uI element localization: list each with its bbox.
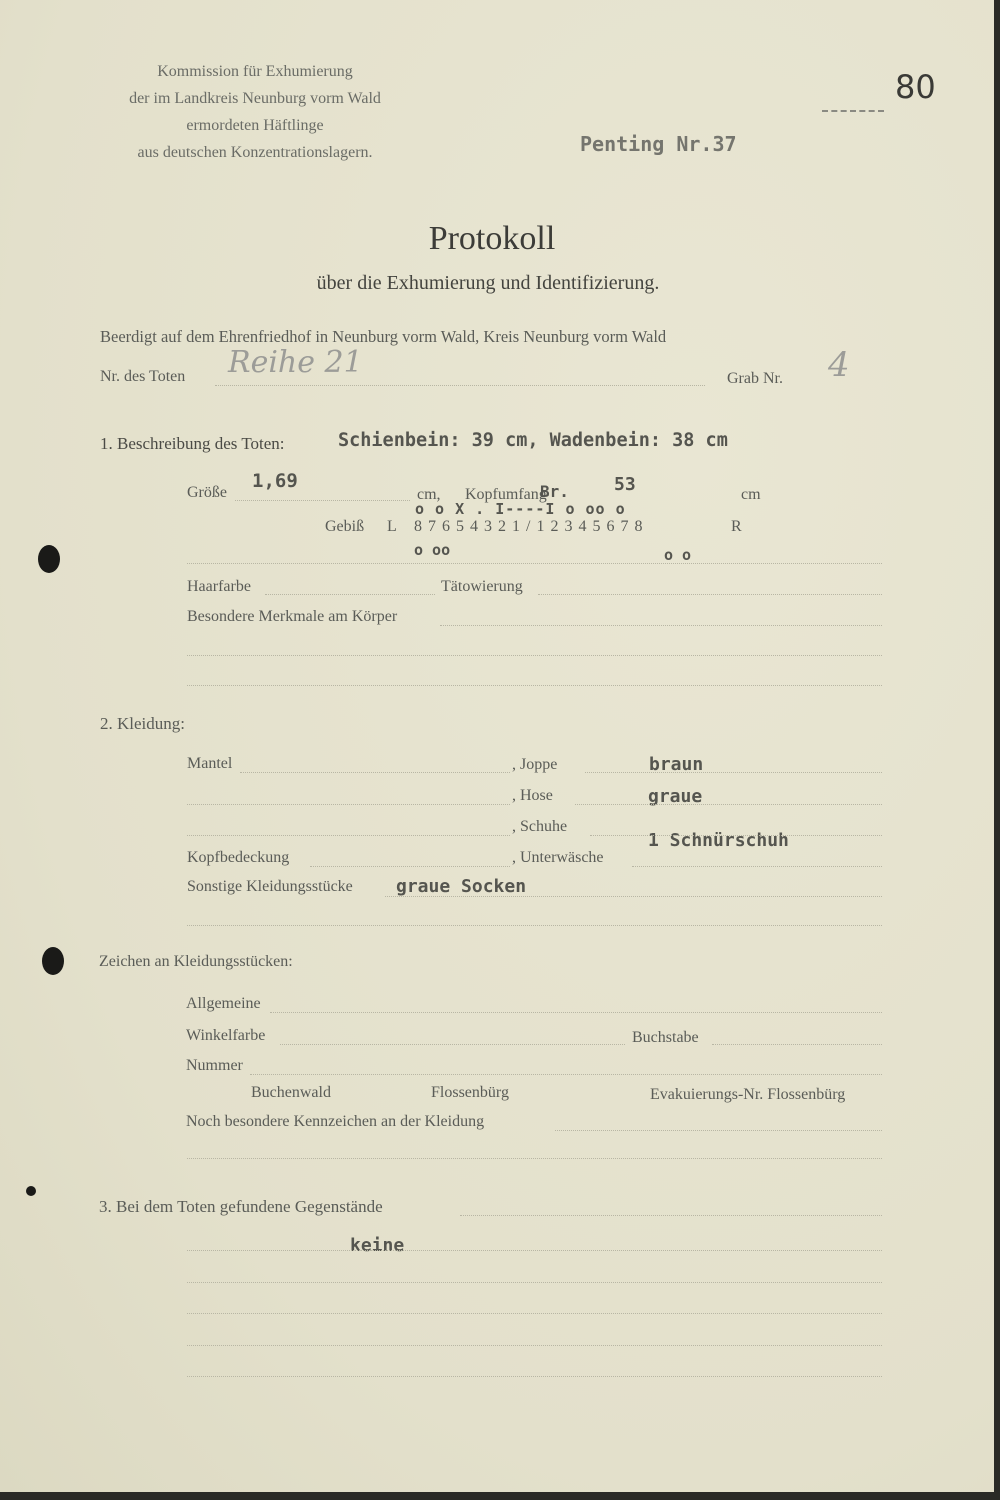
coat-label: Mantel (187, 755, 233, 772)
evacuation-number-label: Evakuierungs-Nr. Flossenbürg (650, 1086, 846, 1103)
underwear-label: , Unterwäsche (512, 849, 604, 866)
clothing-marks-label: Zeichen an Kleidungsstücken: (99, 953, 293, 970)
document-title: Protokoll (428, 220, 556, 257)
other-clothing-value: graue Socken (396, 876, 527, 897)
coat-line (240, 772, 510, 773)
head-circumference-typed: Br. (540, 482, 569, 501)
number-line (250, 1074, 882, 1075)
underwear-line (632, 866, 882, 867)
organization-line-3: ermordeten Häftlinge (186, 117, 324, 134)
found-items-line-3 (187, 1313, 882, 1314)
found-items-line-5 (187, 1376, 882, 1377)
dead-number-line (215, 385, 705, 386)
jacket-value: braun (649, 754, 704, 775)
other-clothing-label: Sonstige Kleidungsstücke (187, 878, 353, 895)
found-items-line-2 (187, 1282, 882, 1283)
reference-number: Penting Nr.37 (580, 132, 737, 156)
teeth-numbers: 8 7 6 5 4 3 2 1 / 1 2 3 4 5 6 7 8 (414, 518, 644, 535)
tattoo-label: Tätowierung (441, 578, 523, 595)
hair-color-line (265, 594, 435, 595)
height-value: 1,69 (252, 470, 298, 492)
letter-label: Buchstabe (632, 1029, 699, 1046)
shoes-value: 1 Schnürschuh (648, 830, 789, 851)
teeth-upper-marks: o o X . I----I o oo o (415, 500, 626, 518)
grave-number-label: Grab Nr. (727, 370, 783, 387)
hair-color-label: Haarfarbe (187, 578, 251, 595)
flossenbuerg-label: Flossenbürg (431, 1084, 509, 1101)
head-circumference-value: 53 (614, 474, 636, 495)
tattoo-line (538, 594, 882, 595)
head-circumference-unit: cm (741, 486, 761, 503)
page-number-dashes (822, 110, 884, 112)
badge-color-label: Winkelfarbe (186, 1027, 266, 1044)
teeth-label: Gebiß (325, 518, 365, 535)
found-items-line-1 (187, 1250, 882, 1251)
other-clothing-line-2 (187, 925, 882, 926)
shoes-label: , Schuhe (512, 818, 568, 835)
general-label: Allgemeine (186, 995, 261, 1012)
punch-hole-small (26, 1186, 36, 1196)
teeth-line (187, 563, 882, 564)
section-3-label: 3. Bei dem Toten gefundene Gegenstände (99, 1197, 383, 1216)
teeth-left-marker: L (387, 518, 397, 535)
other-clothing-line (385, 896, 882, 897)
found-items-value: keine (350, 1235, 405, 1256)
headwear-line (310, 866, 510, 867)
special-features-line-1 (440, 625, 882, 626)
coat-extra-line (187, 804, 510, 805)
special-marks-label: Noch besondere Kennzeichen an der Kleidung (186, 1113, 485, 1130)
section-2-label: 2. Kleidung: (100, 714, 185, 733)
number-label: Nummer (186, 1057, 243, 1074)
bone-measurements: Schienbein: 39 cm, Wadenbein: 38 cm (338, 430, 728, 451)
burial-line: Beerdigt auf dem Ehrenfriedhof in Neunburg vorm Wald, Kreis Neunburg vorm Wald (100, 327, 667, 346)
height-label: Größe (187, 484, 227, 501)
document-subtitle: über die Exhumierung und Identifizierung. (316, 272, 660, 294)
punch-hole-top (38, 545, 60, 573)
organization-header (85, 58, 425, 166)
organization-line-1: Kommission für Exhumierung (157, 63, 353, 80)
organization-line-2: der im Landkreis Neunburg vorm Wald (129, 90, 381, 107)
found-items-line-0 (460, 1215, 882, 1216)
height-unit: cm, (417, 486, 441, 503)
jacket-label: , Joppe (512, 756, 558, 773)
teeth-right-marker: R (731, 518, 742, 535)
found-items-line-4 (187, 1345, 882, 1346)
special-marks-line-2 (187, 1158, 882, 1159)
dead-number-handwritten: Reihe 21 (228, 345, 363, 380)
shoes-line (590, 835, 882, 836)
jacket-line (585, 772, 882, 773)
special-features-label: Besondere Merkmale am Körper (187, 608, 398, 625)
page-number: 80 (895, 68, 936, 106)
badge-color-line (280, 1044, 625, 1045)
section-1-label: 1. Beschreibung des Toten: (100, 434, 285, 453)
headwear-label: Kopfbedeckung (187, 849, 290, 866)
special-marks-line (555, 1130, 882, 1131)
letter-line (712, 1044, 882, 1045)
dead-number-label: Nr. des Toten (100, 368, 186, 385)
trousers-label: , Hose (512, 787, 553, 804)
grave-number-handwritten: 4 (828, 345, 850, 385)
organization-line-4: aus deutschen Konzentrationslagern. (137, 144, 373, 161)
buchenwald-label: Buchenwald (251, 1084, 331, 1101)
trousers-value: graue (648, 786, 703, 807)
punch-hole-middle (42, 947, 64, 975)
head-circumference-label: Kopfumfang (465, 486, 547, 503)
trousers-line (575, 804, 882, 805)
general-line (270, 1012, 882, 1013)
teeth-lower-marks-right: o o (664, 546, 692, 564)
height-line (235, 500, 410, 501)
special-features-line-2 (187, 655, 882, 656)
teeth-lower-marks-left: o oo (414, 541, 451, 559)
special-features-line-3 (187, 685, 882, 686)
coat-extra-line-2 (187, 835, 510, 836)
